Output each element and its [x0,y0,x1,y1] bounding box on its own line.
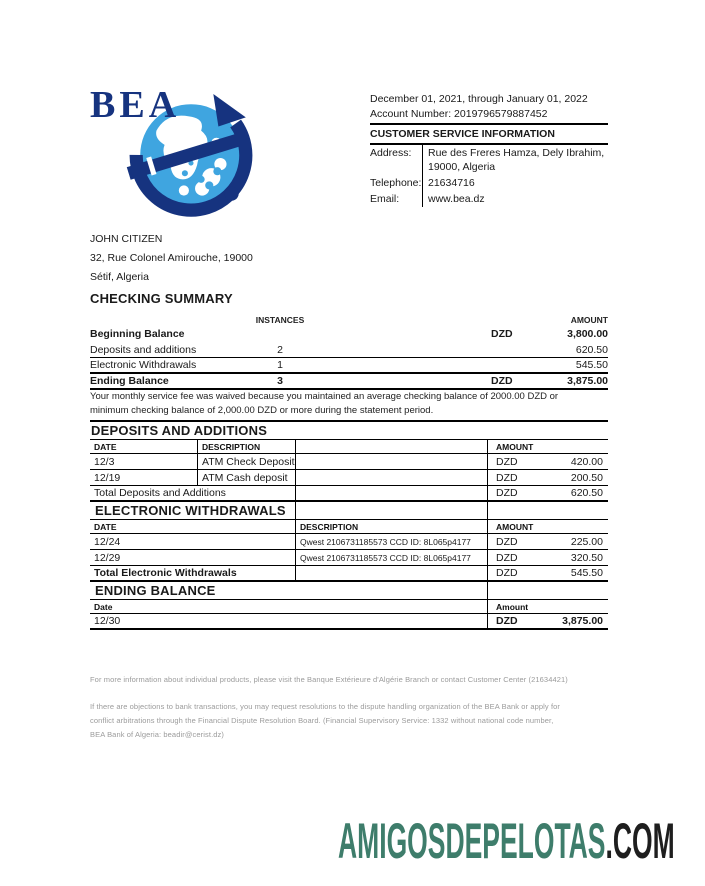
withdrawal-currency: DZD [496,535,518,548]
customer-address-line2: Sétif, Algeria [90,271,149,283]
withdrawals-header-date: DATE [94,521,117,532]
deposit-row [90,454,608,470]
withdrawals-header-description: DESCRIPTION [295,520,487,533]
fee-waiver-notice [90,390,608,417]
withdrawals-total-label: Total Electronic Withdrawals [94,567,237,579]
deposits-total-spacer [295,486,487,500]
account-number-value: 2019796579887452 [454,108,548,120]
ending-balance-date: 12/30 [94,615,121,627]
deposits-title-row [90,422,608,440]
footnote-disputes-line3: BEA Bank of Algeria: beadir@cerist.dz) [90,730,224,739]
summary-currency: DZD [491,328,513,340]
summary-header-amount: AMOUNT [570,314,608,325]
withdrawal-date: 12/24 [94,535,121,548]
withdrawals-total-spacer [295,566,487,580]
notice-line1: Your monthly service fee was waived because you maintained an average checking balance of 2000.00 DZD or [90,391,559,402]
customer-service-row-email [370,191,608,207]
telephone-value: 21634716 [422,175,608,191]
deposits-header-amount: AMOUNT [487,440,608,453]
summary-label: Deposits and additions [90,343,197,356]
withdrawal-amount-cell [487,550,608,565]
withdrawals-header-row [90,520,608,534]
summary-header-instances: INSTANCES [255,314,305,325]
ending-balance-currency: DZD [496,615,518,627]
deposits-total-row [90,486,608,502]
ending-balance-amount-cell [487,614,608,628]
checking-summary-title: CHECKING SUMMARY [90,291,233,306]
withdrawal-row [90,534,608,550]
deposit-currency: DZD [496,471,518,484]
ending-balance-amount: 3,875.00 [562,615,603,627]
summary-row-ending-balance [90,374,608,390]
withdrawals-title-spacer2 [487,502,608,519]
withdrawal-row [90,550,608,566]
summary-amount: 3,800.00 [567,328,608,340]
deposit-amount-cell [487,470,608,485]
summary-currency: DZD [491,375,513,387]
telephone-label: Telephone: [370,177,422,189]
withdrawals-header-amount: AMOUNT [487,520,608,533]
deposit-spacer [295,470,487,485]
ending-balance-title-spacer [487,582,608,599]
summary-row-beginning-balance [90,326,608,342]
deposits-total-currency: DZD [496,487,518,499]
ending-balance-header-date: Date [94,601,113,612]
customer-service-row-address [370,145,608,175]
withdrawal-date: 12/29 [94,551,121,564]
deposit-description: ATM Check Deposit [197,454,295,469]
account-number-label: Account Number: [370,108,452,120]
customer-service-title: CUSTOMER SERVICE INFORMATION [370,125,608,145]
ending-balance-row [90,614,608,630]
statement-period: December 01, 2021, through January 01, 2022 [370,93,588,105]
address-label: Address: [370,147,412,159]
email-label: Email: [370,193,400,205]
address-value: Rue des Freres Hamza, Dely Ibrahim, 19000, Algeria [422,145,608,175]
checking-summary-section [90,291,608,390]
deposits-total-amount: 620.50 [570,487,603,499]
ending-balance-title-cell [90,582,487,599]
statement-info [370,92,608,207]
notice-line2: minimum checking balance of 2,000.00 DZD or more during the statement period. [90,404,434,416]
withdrawal-amount: 320.50 [570,551,603,564]
summary-label: Beginning Balance [90,328,185,340]
watermark [338,813,675,869]
withdrawal-description: Qwest 2106731185573 CCD ID: 8L065p4177 [295,550,487,565]
customer-block [90,230,253,287]
footnotes [90,673,615,742]
summary-instances: 2 [277,343,283,356]
withdrawal-amount: 225.00 [570,535,603,548]
deposits-total-label: Total Deposits and Additions [94,487,226,499]
withdrawals-total-row [90,566,608,582]
customer-address-line1: 32, Rue Colonel Amirouche, 19000 [90,252,253,264]
ending-balance-header-amount: Amount [487,600,608,613]
deposit-date: 12/19 [94,471,121,484]
withdrawals-title-cell [90,502,295,519]
summary-row-deposits [90,342,608,358]
summary-amount: 3,875.00 [567,375,608,387]
deposit-amount: 420.00 [570,455,603,468]
deposits-header-spacer [295,440,487,453]
withdrawals-total-amount-cell [487,566,608,580]
deposits-total-amount-cell [487,486,608,500]
deposits-header-description: DESCRIPTION [197,440,295,453]
deposits-header-date: DATE [94,441,117,452]
withdrawals-title-row [90,502,608,520]
summary-amount: 620.50 [575,343,608,356]
watermark-brand: AMIGOSDEPELOTAS [338,813,606,869]
summary-header-row [90,313,608,326]
footnote-disputes-line1: If there are objections to bank transactions, you may request resolutions to the dispute handling organization of the BEA Bank or apply for [90,702,561,711]
account-number-line [370,107,608,125]
transactions-table [90,420,608,630]
deposit-description: ATM Cash deposit [197,470,295,485]
summary-label: Electronic Withdrawals [90,359,197,371]
bea-logo [88,86,260,226]
customer-name: JOHN CITIZEN [90,233,163,245]
withdrawal-description: Qwest 2106731185573 CCD ID: 8L065p4177 [295,534,487,549]
deposit-amount-cell [487,454,608,469]
deposit-date: 12/3 [94,455,115,468]
footnote-disputes-line2: conflict arbitrations through the Financial Dispute Resolution Board. (Financial Supervisory Service: 1332 without national code number, [90,716,554,725]
email-value: www.bea.dz [422,191,608,207]
deposit-currency: DZD [496,455,518,468]
footnote-products: For more information about individual products, please visit the Banque Extérieure d'Algérie Branch or contact Customer Center (21634421) [90,675,568,684]
withdrawal-amount-cell [487,534,608,549]
deposit-spacer [295,454,487,469]
summary-instances: 1 [277,359,283,371]
bea-logo-text: BEA [90,84,181,126]
ending-balance-title-row [90,582,608,600]
withdrawals-total-amount: 545.50 [570,567,603,579]
withdrawals-title: ELECTRONIC WITHDRAWALS [95,503,286,518]
withdrawal-currency: DZD [496,551,518,564]
watermark-tld: .COM [605,813,675,869]
summary-row-withdrawals [90,358,608,374]
deposits-title: DEPOSITS AND ADDITIONS [91,423,268,438]
ending-balance-title: ENDING BALANCE [95,583,216,598]
deposit-row [90,470,608,486]
summary-instances: 3 [277,375,283,387]
deposits-header-row [90,440,608,454]
summary-label: Ending Balance [90,375,169,387]
withdrawals-title-spacer [295,502,487,519]
customer-service-row-telephone [370,175,608,191]
deposit-amount: 200.50 [570,471,603,484]
ending-balance-header-row [90,600,608,614]
withdrawals-total-currency: DZD [496,567,518,579]
summary-amount: 545.50 [575,359,608,371]
